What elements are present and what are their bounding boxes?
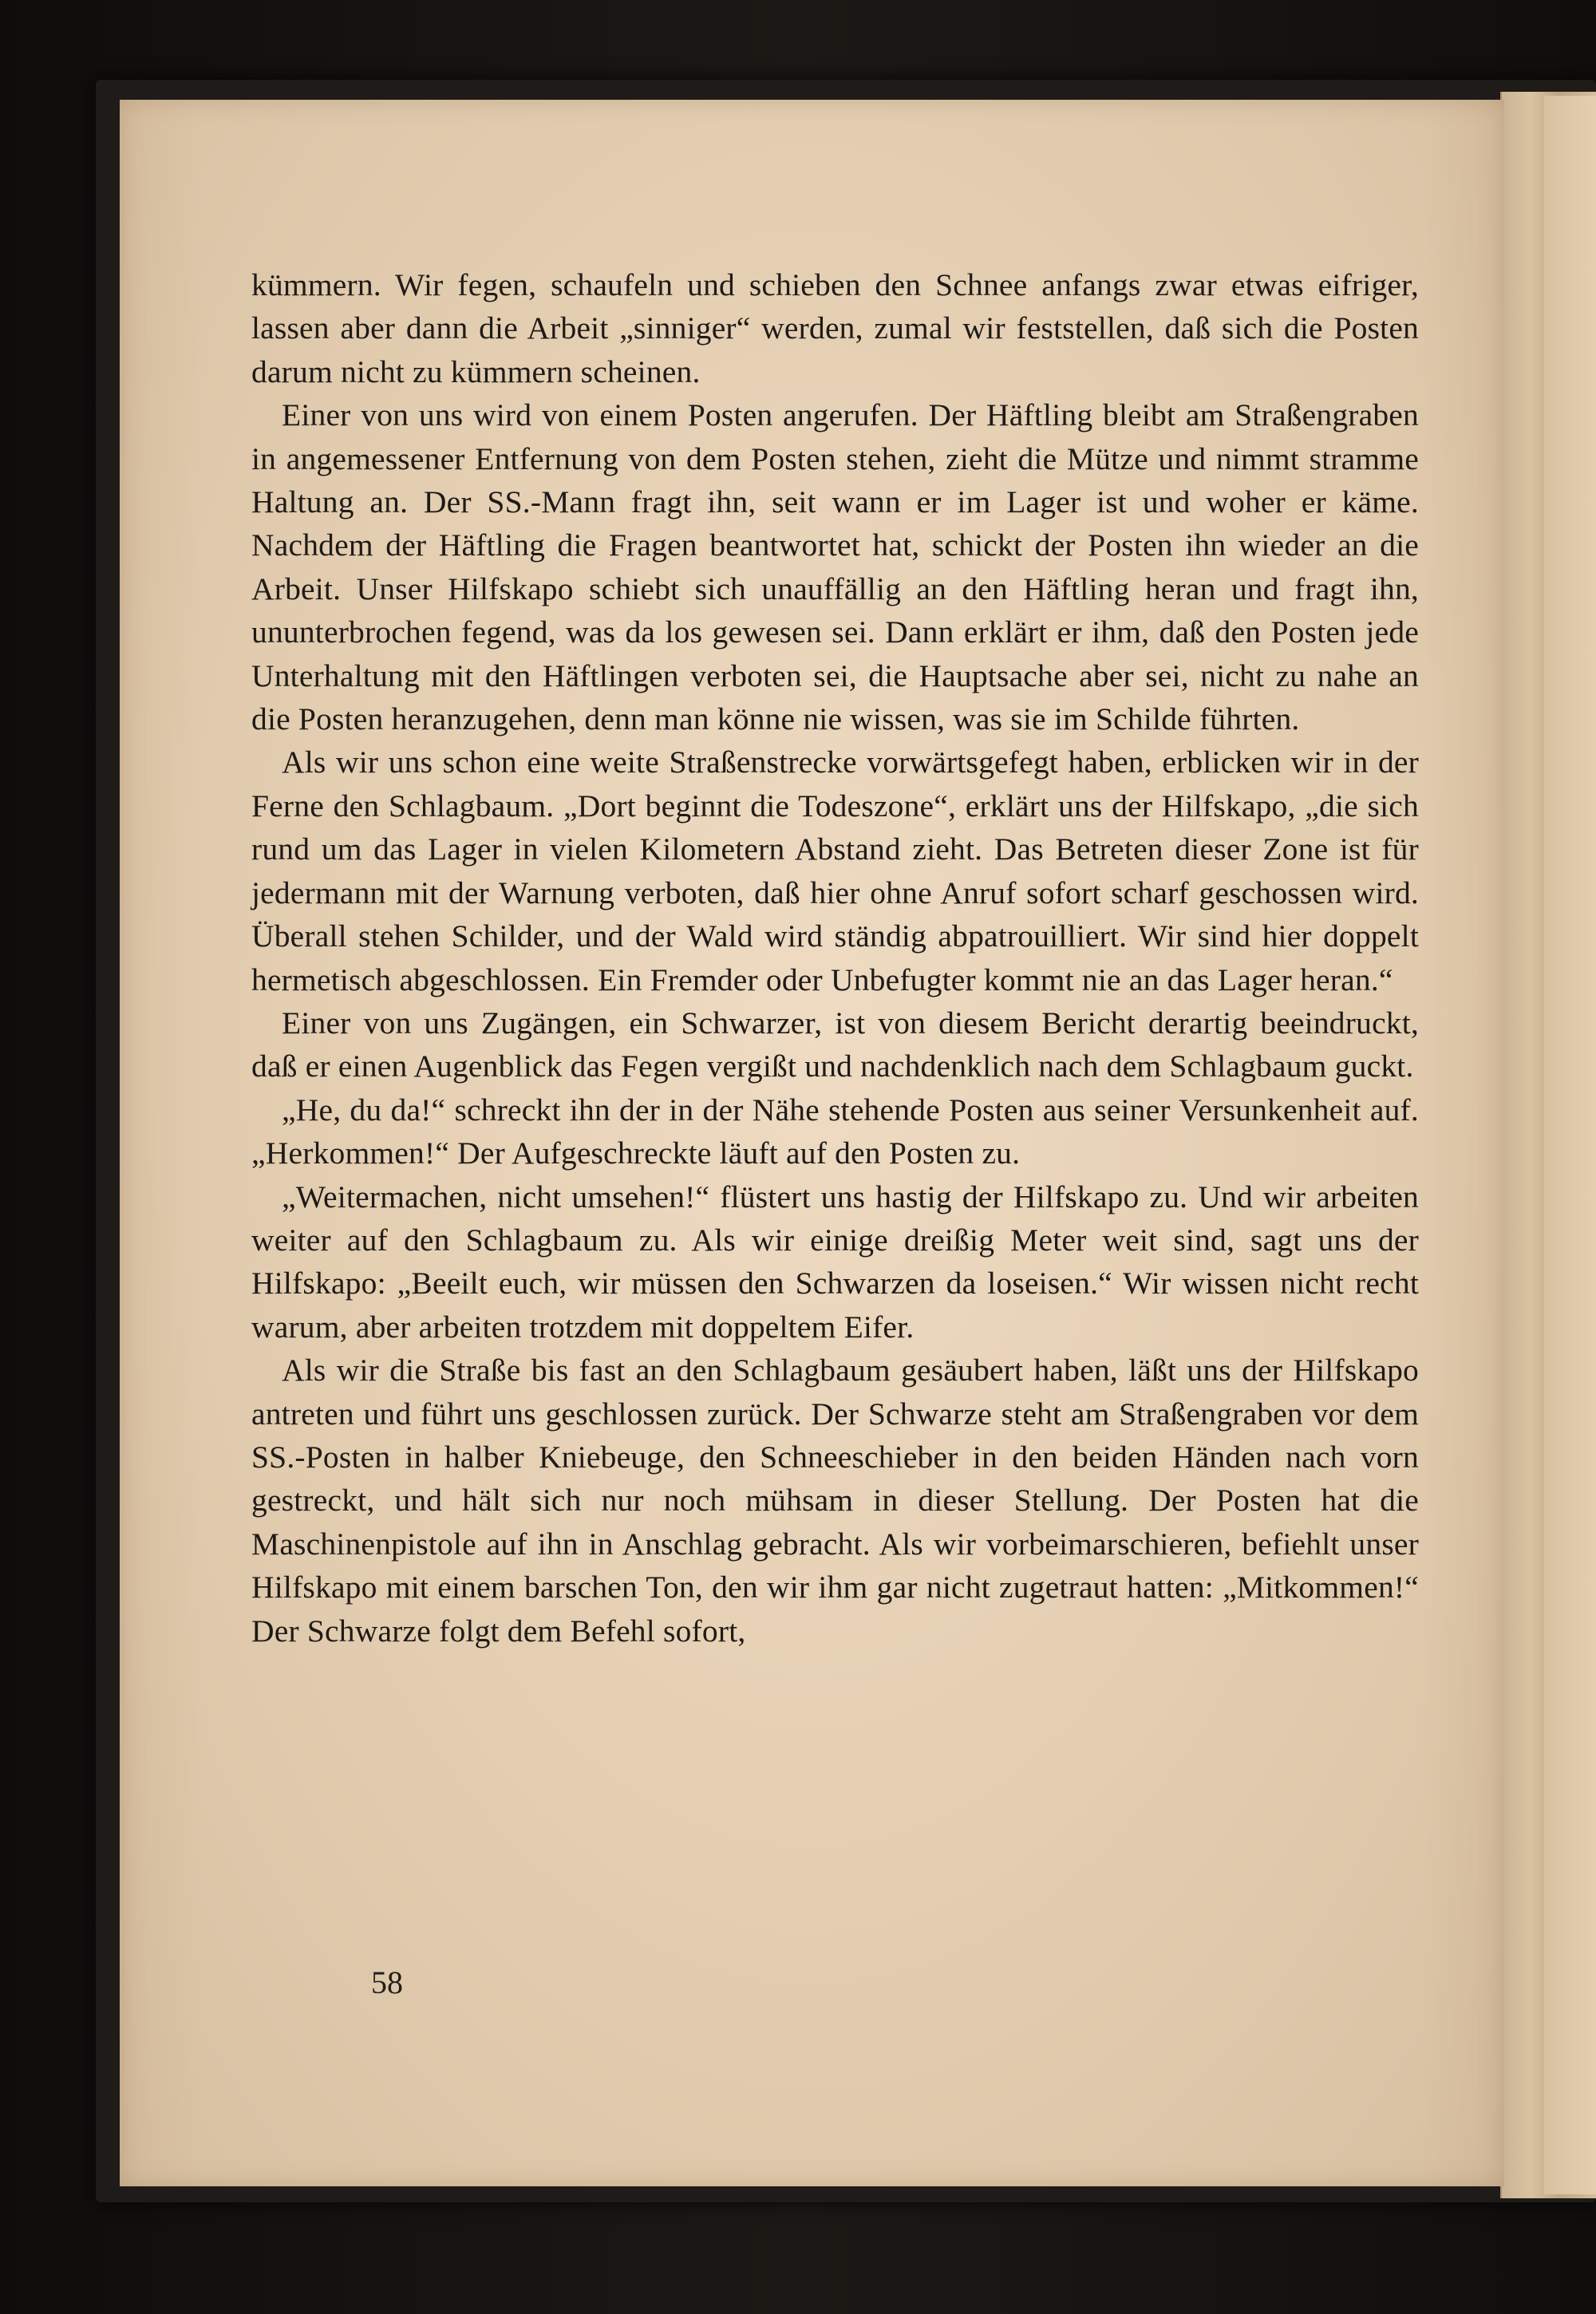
paragraph-7: Als wir die Straße bis fast an den Schlagbaum gesäubert haben, läßt uns der Hilfskapo antreten und führt uns geschlossen zurück. Der Schwarze steht am Straßengraben vor dem SS.-Posten in halber Kniebeuge, den Schneeschieber in den beiden Händen nach vorn gestreckt, und hält sich nur noch mühsam in dieser Stellung. Der Posten hat die Maschinenpistole auf ihn in Anschlag gebracht. Als wir vorbeimarschieren, befiehlt unser Hilfskapo mit einem barschen Ton, den wir ihm gar nicht zugetraut hatten: „Mitkommen!“ Der Schwarze folgt dem Befehl sofort,: [251, 1352, 1419, 1649]
paragraph-4: Einer von uns Zugängen, ein Schwarzer, ist von diesem Bericht derartig beeindruckt, daß er einen Augenblick das Fegen vergißt und nachdenklich nach dem Schlagbaum guckt.: [251, 1005, 1419, 1084]
paragraph-5: „He, du da!“ schreckt ihn der in der Nähe stehende Posten aus seiner Versunkenheit auf. „Herkommen!“ Der Aufgeschreckte läuft auf den Posten zu.: [251, 1092, 1419, 1171]
paragraph-1: kümmern. Wir fegen, schaufeln und schieben den Schnee anfangs zwar etwas eifriger, lassen aber dann die Arbeit „sinniger“ werden, zumal wir feststellen, daß sich die Posten darum nicht zu kümmern scheinen.: [251, 267, 1419, 389]
page-number: 58: [371, 1965, 403, 2000]
paragraph-3: Als wir uns schon eine weite Straßenstrecke vorwärtsgefegt haben, erblicken wir in der Ferne den Schlagbaum. „Dort beginnt die Todeszone“, erklärt uns der Hilfskapo, „die sich rund um das Lager in vielen Kilometern Abstand zieht. Das Betreten dieser Zone ist für jedermann mit der Warnung verboten, daß hier ohne Anruf sofort scharf geschossen wird. Überall stehen Schilder, und der Wald wird ständig abpatrouilliert. Wir sind hier doppelt hermetisch abgeschlossen. Ein Fremder oder Unbefugter kommt nie an das Lager heran.“: [251, 744, 1419, 997]
next-page-edge: [1544, 96, 1596, 2194]
paragraph-6: „Weitermachen, nicht umsehen!“ flüstert uns hastig der Hilfskapo zu. Und wir arbeiten weiter auf den Schlagbaum zu. Als wir einige dreißig Meter weit sind, sagt uns der Hilfskapo: „Beeilt euch, wir müssen den Schwarzen da loseisen.“ Wir wissen nicht recht warum, aber arbeiten trotzdem mit doppeltem Eifer.: [251, 1179, 1419, 1345]
page-text-block: [251, 263, 1419, 1653]
paragraph-2: Einer von uns wird von einem Posten angerufen. Der Häftling bleibt am Straßengraben in angemessener Entfernung von dem Posten stehen, zieht die Mütze und nimmt stramme Haltung an. Der SS.-Mann fragt ihn, seit wann er im Lager ist und woher er käme. Nachdem der Häftling die Fragen beantwortet hat, schickt der Posten ihn wieder an die Arbeit. Unser Hilfskapo schiebt sich unauffällig an den Häftling heran und fragt ihn, ununterbrochen fegend, was da los gewesen sei. Dann erklärt er ihm, daß den Posten jede Unterhaltung mit den Häftlingen verboten sei, die Hauptsache aber sei, nicht zu nahe an die Posten heranzugehen, denn man könne nie wissen, was sie im Schilde führten.: [251, 397, 1419, 737]
